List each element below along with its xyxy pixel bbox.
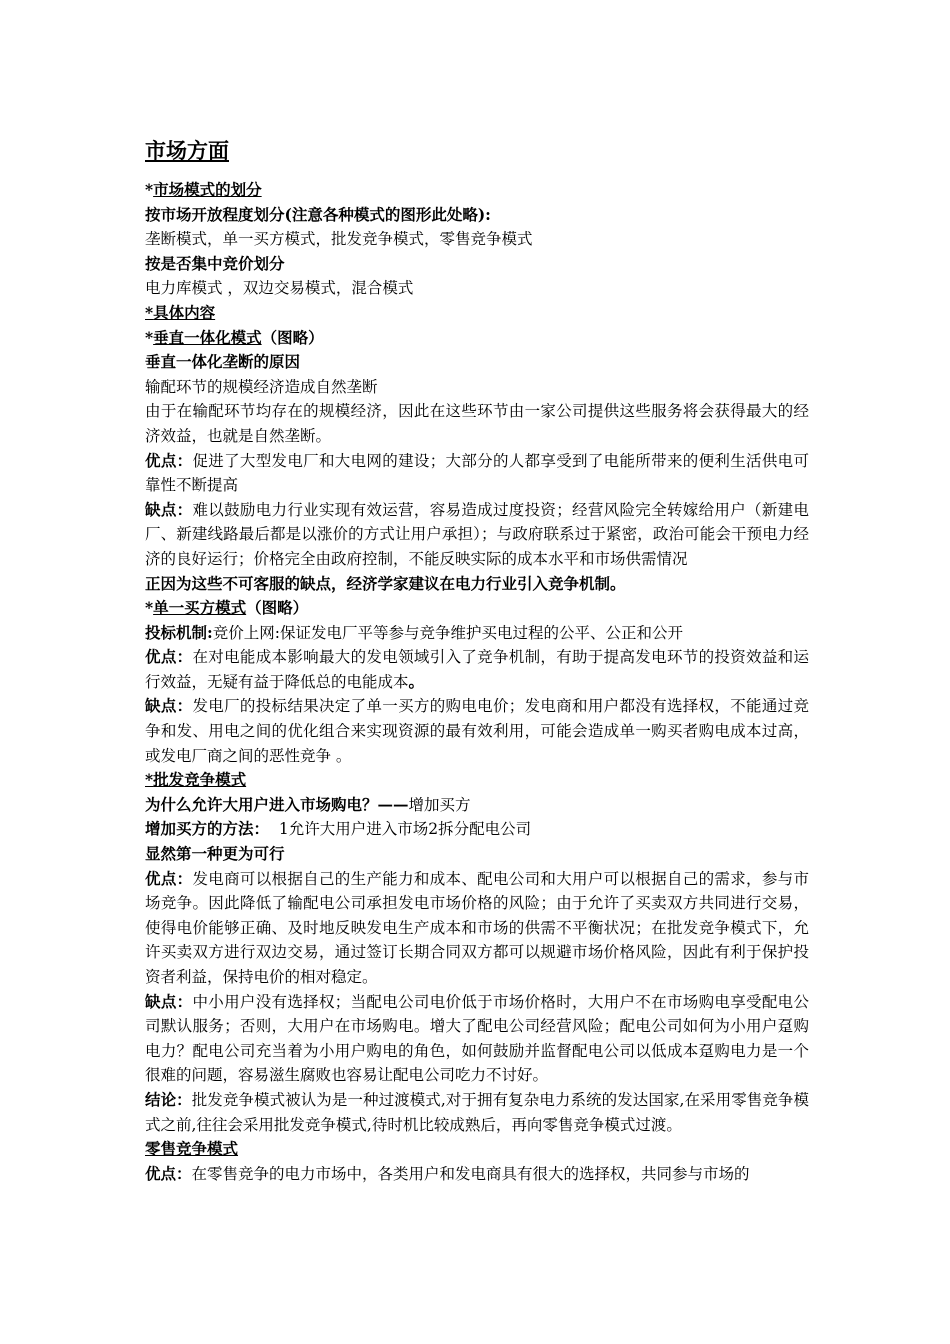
subheading-by-bidding: 按是否集中竞价划分 [145,253,285,273]
label-conclusion: 结论： [145,1089,192,1109]
paragraph-single-buyer-cons [145,694,809,768]
text-pros-end: 。 [408,671,425,691]
subheading-monopoly-reason: 垂直一体化垄断的原因 [145,352,301,372]
heading-star: * [145,180,154,199]
subheading-by-openness: 按市场开放程度划分(注意各种模式的图形此处略): [145,204,491,224]
heading-star: * [145,302,154,322]
label-question: 为什么允许大用户进入市场购电？—— [145,794,409,814]
paragraph-first-more-feasible: 显然第一种更为可行 [145,844,285,864]
text-cons: 中小用户没有选择权；当配电公司电价低于市场价格时，大用户不在市场购电享受配电公司默认服务；否则，大用户在市场购电。增大了配电公司经营风险；配电公司如何为小用户趸购电力？配电公司充当着为小用户购电的角色，如何鼓励并监督配电公司以低成本趸购电力是一个很难的问题，容易滋生腐败也容易让配电公司吃力不讨好。 [145,992,809,1085]
text-cons: 发电厂的投标结果决定了单一买方的购电电价；发电商和用户都没有选择权，不能通过竞争和发、用电之间的优化组合来实现资源的最有效利用，可能会造成单一购买者购电成本过高，或发电厂商之间的恶性竞争 。 [145,697,809,765]
heading-single-buyer [145,596,809,621]
heading-text: 批发竞争模式 [153,770,247,790]
label-pros: 优点： [145,647,193,667]
heading-specific-content [145,301,809,326]
paragraph-openness-models: 垄断模式，单一买方模式，批发竞争模式，零售竞争模式 [145,230,533,249]
label-cons: 缺点： [145,696,193,716]
label-pros: 优点： [145,450,193,470]
heading-text: 垂直一体化模式 [153,327,262,347]
label-pros: 优点： [145,868,193,888]
text-pros: 促进了大型发电厂和大电网的建设；大部分的人都享受到了电能所带来的便利生活供电可靠性不断提高 [145,451,809,495]
page-title: 市场方面 [145,138,229,163]
paragraph-wholesale-pros [145,867,809,990]
heading-star: * [145,770,154,790]
text-methods: 1允许大用户进入市场2拆分配电公司 [269,820,532,839]
label-bidding: 投标机制: [145,622,213,642]
heading-star: * [145,598,154,618]
paragraph-why-large-users [145,793,809,818]
paragraph-vertical-conclusion: 正因为这些不可客服的缺点，经济学家建议在电力行业引入竞争机制。 [145,573,626,593]
heading-star: * [145,327,154,347]
paragraph-wholesale-conclusion [145,1088,809,1137]
heading-text: 具体内容 [153,302,216,322]
document-body [145,134,809,1186]
heading-retail-competition [145,1137,809,1162]
text-cons: 难以鼓励电力行业实现有效运营，容易造成过度投资；经营风险完全转嫁给用户（新建电厂、新建线路最后都是以涨价的方式让用户承担）；与政府联系过于紧密，政治可能会干预电力经济的良好运行；价格完全由政府控制，不能反映实际的成本水平和市场供需情况 [145,500,809,568]
paragraph-bidding-models: 电力库模式 ，双边交易模式，混合模式 [145,279,414,298]
heading-text: 单一买方模式 [153,598,247,618]
paragraph-increase-buyers [145,817,809,842]
paragraph-vertical-cons [145,498,809,572]
paragraph-vertical-pros [145,449,809,498]
heading-note: （图略） [246,598,309,618]
text-answer: 增加买方 [408,795,471,814]
text-pros: 发电商可以根据自己的生产能力和成本、配电公司和大用户可以根据自己的需求，参与市场竞争。因此降低了输配电公司承担发电市场价格的风险；由于允许了买卖双方共同进行交易，使得电价能够正确、及时地反映发电生产成本和市场的供需不平衡状况；在批发竞争模式下，允许买卖双方进行双边交易，通过签订长期合同双方都可以规避市场价格风险，因此有利于保护投资者利益，保持电价的相对稳定。 [145,869,809,986]
text-conclusion: 批发竞争模式被认为是一种过渡模式,对于拥有复杂电力系统的发达国家,在采用零售竞争模式之前,往往会采用批发竞争模式,待时机比较成熟后，再向零售竞争模式过渡。 [145,1090,809,1134]
paragraph-monopoly-reason-1: 输配环节的规模经济造成自然垄断 [145,377,378,396]
heading-wholesale-competition [145,768,809,793]
paragraph-monopoly-reason-2: 由于在输配环节均存在的规模经济，因此在这些环节由一家公司提供这些服务将会获得最大的经济效益，也就是自然垄断。 [145,402,809,445]
paragraph-bidding-mechanism [145,621,809,646]
heading-note: （图略） [261,327,324,347]
heading-market-model-division [145,178,809,203]
text-pros: 在对电能成本影响最大的发电领域引入了竞争机制，有助于提高发电环节的投资效益和运行效益，无疑有益于降低总的电能成本 [145,648,809,691]
paragraph-single-buyer-pros [145,645,809,694]
heading-text: 零售竞争模式 [145,1139,239,1159]
heading-vertical-integration [145,326,809,351]
text-bidding: 竞价上网:保证发电厂平等参与竞争维护买电过程的公平、公正和公开 [212,623,683,642]
label-methods: 增加买方的方法： [145,819,270,839]
label-cons: 缺点： [145,991,193,1011]
paragraph-wholesale-cons [145,990,809,1088]
text-pros: 在零售竞争的电力市场中，各类用户和发电商具有很大的选择权，共同参与市场的 [191,1164,750,1183]
heading-text: 市场模式的划分 [153,180,262,199]
paragraph-retail-pros [145,1162,809,1187]
label-pros: 优点： [145,1163,192,1183]
label-cons: 缺点： [145,499,193,519]
